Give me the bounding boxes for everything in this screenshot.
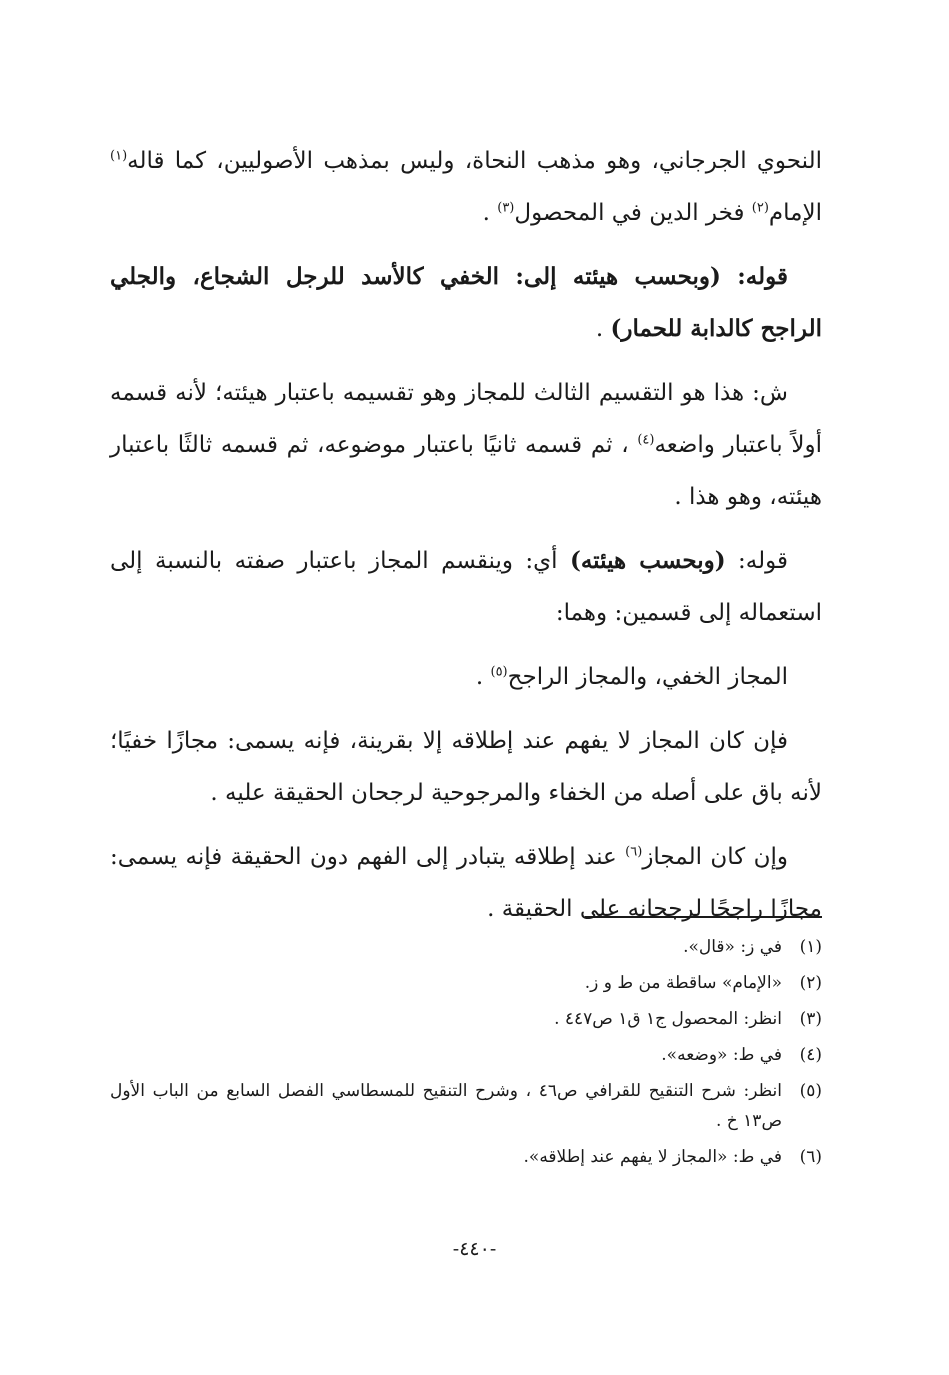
footnote-4 bbox=[110, 1040, 822, 1070]
footnote-5 bbox=[110, 1076, 822, 1136]
footnote-text: في ط: «المجاز لا يفهم عند إطلاقه». bbox=[523, 1147, 782, 1167]
footnote-ref-6: (٦) bbox=[625, 844, 643, 860]
paragraph-6: فإن كان المجاز لا يفهم عند إطلاقه إلا بقرينة، فإنه يسمى: مجازًا خفيًا؛ لأنه باق على أصله من الخفاء والمرجوحية لرجحان الحقيقة عليه . bbox=[110, 728, 822, 806]
paragraph-3: ش: هذا هو التقسيم الثالث للمجاز وهو تقسيمه باعتبار هيئته؛ لأنه قسمه أولاً باعتبار واضعه$^{(٤)}$ ، ثم قسمه ثانيًا باعتبار موضوعه، ثم قسمه ثالثًا باعتبار هيئته، وهو هذا . bbox=[110, 380, 822, 510]
paragraph-5: المجاز الخفي، والمجاز الراجح$^{(٥)}$ . bbox=[475, 664, 788, 690]
footnote-6 bbox=[110, 1142, 822, 1172]
footnote-divider bbox=[585, 916, 822, 918]
footnote-number: (١) bbox=[799, 937, 822, 957]
footnote-number: (٥) bbox=[799, 1081, 822, 1101]
footnote-number: (٢) bbox=[799, 973, 822, 993]
footnote-3 bbox=[110, 1004, 822, 1034]
footnote-ref-1: (١) bbox=[110, 148, 128, 164]
footnote-number: (٣) bbox=[799, 1009, 822, 1029]
paragraph-4: قوله: (وبحسب هيئته) أي: وينقسم المجاز باعتبار صفته بالنسبة إلى استعماله إلى قسمين: وهما: bbox=[110, 547, 822, 626]
footnote-number: (٤) bbox=[799, 1045, 822, 1065]
footnote-number: (٦) bbox=[799, 1147, 822, 1167]
footnote-text: في ط: «وضعه». bbox=[661, 1045, 782, 1065]
footnote-text: انظر: شرح التنقيح للقرافي ص٤٦ ، وشرح التنقيح للمسطاسي الفصل السابع من الباب الأول ص١٣ خ . bbox=[110, 1081, 782, 1131]
footnote-1 bbox=[110, 932, 822, 962]
footnote-2 bbox=[110, 968, 822, 998]
footnote-text: في ز: «قال». bbox=[683, 937, 782, 957]
paragraph-2-quote: قوله: (وبحسب هيئته إلى: الخفي كالأسد للرجل الشجاع، والجلي الراجح كالدابة للحمار) . bbox=[110, 263, 822, 342]
footnote-ref-3: (٣) bbox=[497, 200, 515, 216]
footnote-ref-2: (٢) bbox=[751, 200, 769, 216]
main-text bbox=[110, 135, 822, 947]
footnote-ref-4: (٤) bbox=[637, 432, 655, 448]
paragraph-1: النحوي الجرجاني، وهو مذهب النحاة، وليس بمذهب الأصوليين، كما قاله$^{(١)}$ الإمام$^{(٢)}$ فخر الدين في المحصول$^{(٣)}$ . bbox=[110, 148, 822, 226]
footnote-text: انظر: المحصول ج١ ق١ ص٤٤٧ . bbox=[554, 1009, 782, 1029]
footnotes bbox=[110, 932, 822, 1178]
page-number: -٤٤٠- bbox=[452, 1238, 497, 1260]
footnote-text: «الإمام» ساقطة من ط و ز. bbox=[584, 973, 782, 993]
paragraph-7: وإن كان المجاز$^{(٦)}$ عند إطلاقه يتبادر إلى الفهم دون الحقيقة فإنه يسمى: مجازًا راجحًا لرجحانه على الحقيقة . bbox=[110, 844, 822, 922]
footnote-ref-5: (٥) bbox=[490, 664, 508, 680]
